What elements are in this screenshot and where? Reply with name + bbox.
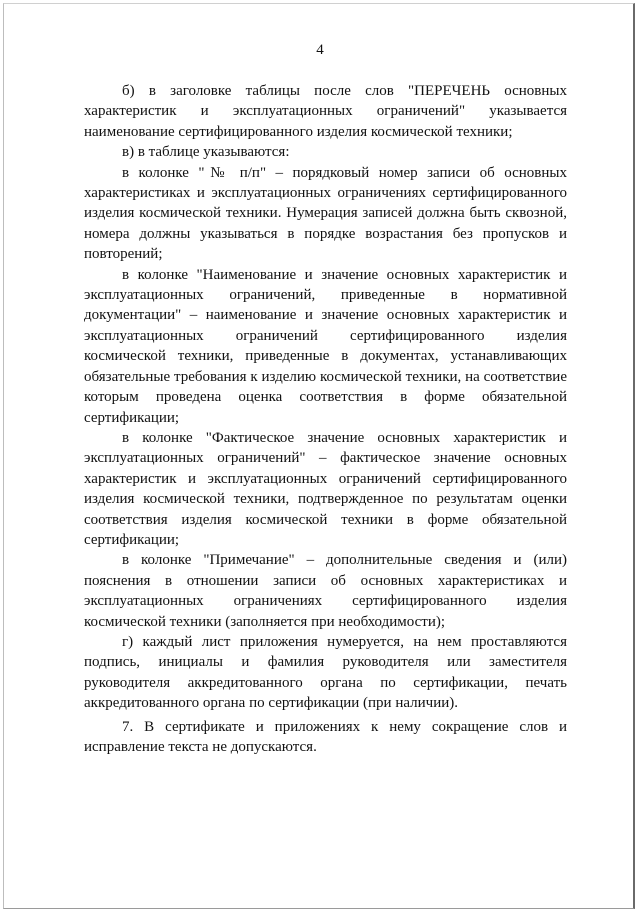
paragraph-v-table-contents: в) в таблице указываются: (122, 144, 290, 161)
paragraph-7-no-abbreviations: 7. В сертификате и приложениях к нему сокращение слов и исправление текста не допускаются. (84, 718, 567, 755)
document-body (84, 81, 567, 757)
paragraph-column-number: в колонке "№ п/п" – порядковый номер записи об основных характеристиках и эксплуатационных ограничениях сертифицированного изделия космической техники. Нумерация записей должна быть сквозной, номера должны указываться в порядке возрастания без пропусков и повторений; (84, 164, 567, 263)
paragraph-column-actual-value: в колонке "Фактическое значение основных характеристик и эксплуатационных ограничений" – фактическое значение основных характеристик и эксплуатационных ограничений сертифицированного изделия космической техники, подтвержденное по результатам оценки соответствия изделия космической техники в форме обязательной сертификации; (84, 429, 567, 548)
paragraph-column-name-value: в колонке "Наименование и значение основных характеристик и эксплуатационных ограничений, приведенные в нормативной документации" – наименование и значение основных характеристик и эксплуатационных ограничений сертифицированного изделия космической техники, приведенные в документах, устанавливающих обязательные требования к изделию космической техники, на соответствие которым проведена оценка соответствия в форме обязательной сертификации; (84, 266, 567, 426)
page-number: 4 (316, 42, 324, 58)
paragraph-b-table-header: б) в заголовке таблицы после слов "ПЕРЕЧЕНЬ основных характеристик и эксплуатационных ограничений" указывается наименование сертифицированного изделия космической техники; (84, 83, 567, 140)
paragraph-column-note: в колонке "Примечание" – дополнительные сведения и (или) пояснения в отношении записи об основных характеристиках и эксплуатационных ограничениях сертифицированного изделия космической техники (заполняется при необходимости); (84, 552, 567, 630)
paragraph-g-sheet-numbering: г) каждый лист приложения нумеруется, на нем проставляются подпись, инициалы и фамилия руководителя или заместителя руководителя аккредитованного органа по сертификации, печать аккредитованного органа по сертификации (при наличии). (84, 633, 567, 712)
